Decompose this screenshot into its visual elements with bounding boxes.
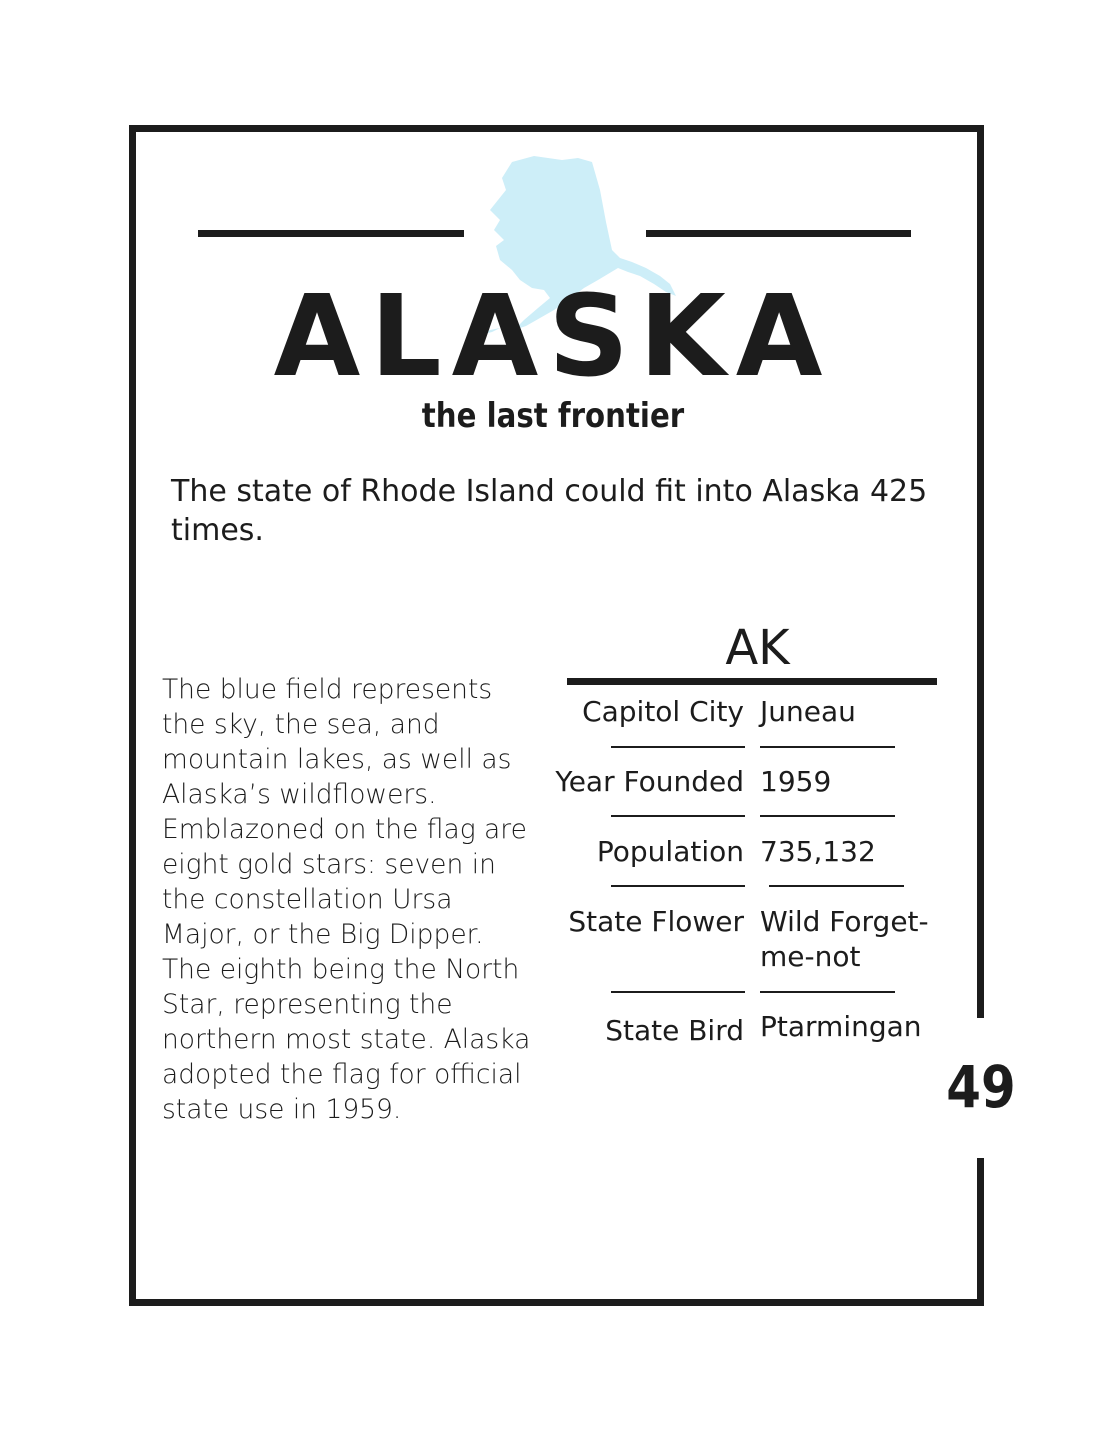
fun-fact-text: The state of Rhode Island could fit into Alaska 425 times. <box>171 474 928 548</box>
frame-right-border-upper <box>977 125 984 1018</box>
flag-description-text: The blue field represents the sky, the sea, and mountain lakes, as well as Alaska’s wildflowers. Emblazoned on the flag are eight gold stars: seven in the constellation Ursa Major, or the Big Dipper. The eighth being the North Star, representing the northern most state. Alaska adopted the flag for official state use in 1959. <box>162 674 531 1125</box>
fact-value-population: 735,132 <box>760 835 876 868</box>
state-abbreviation: AK <box>725 620 790 676</box>
fact-label-year-founded: Year Founded <box>555 765 744 798</box>
title-rule-left <box>198 230 464 237</box>
fact-label-state-flower: State Flower <box>568 905 744 938</box>
fact-value-year-founded: 1959 <box>760 765 832 798</box>
row-rule-label <box>611 991 745 993</box>
row-rule-label <box>611 746 745 748</box>
frame-bottom-border <box>129 1299 984 1306</box>
row-rule-value <box>760 991 895 993</box>
state-nickname: the last frontier <box>421 396 685 436</box>
state-title: ALASKA <box>273 272 833 402</box>
page-number: 49 <box>946 1053 1016 1121</box>
row-rule-label <box>611 885 745 887</box>
row-rule-value <box>769 885 904 887</box>
fact-value-state-flower-line1: Wild Forget- <box>760 905 929 938</box>
fact-label-state-bird: State Bird <box>605 1014 744 1047</box>
fact-value-capitol-city: Juneau <box>760 695 856 728</box>
row-rule-value <box>760 746 895 748</box>
fact-value-state-flower-line2: me-not <box>760 940 861 973</box>
frame-top-border <box>129 125 984 132</box>
row-rule-value <box>760 815 895 817</box>
fact-label-capitol-city: Capitol City <box>582 695 744 728</box>
frame-right-border-lower <box>977 1158 984 1306</box>
fact-value-state-bird: Ptarmingan <box>760 1010 922 1043</box>
row-rule-label <box>611 815 745 817</box>
abbreviation-rule <box>567 678 937 685</box>
fact-label-population: Population <box>596 835 744 868</box>
title-rule-right <box>646 230 911 237</box>
